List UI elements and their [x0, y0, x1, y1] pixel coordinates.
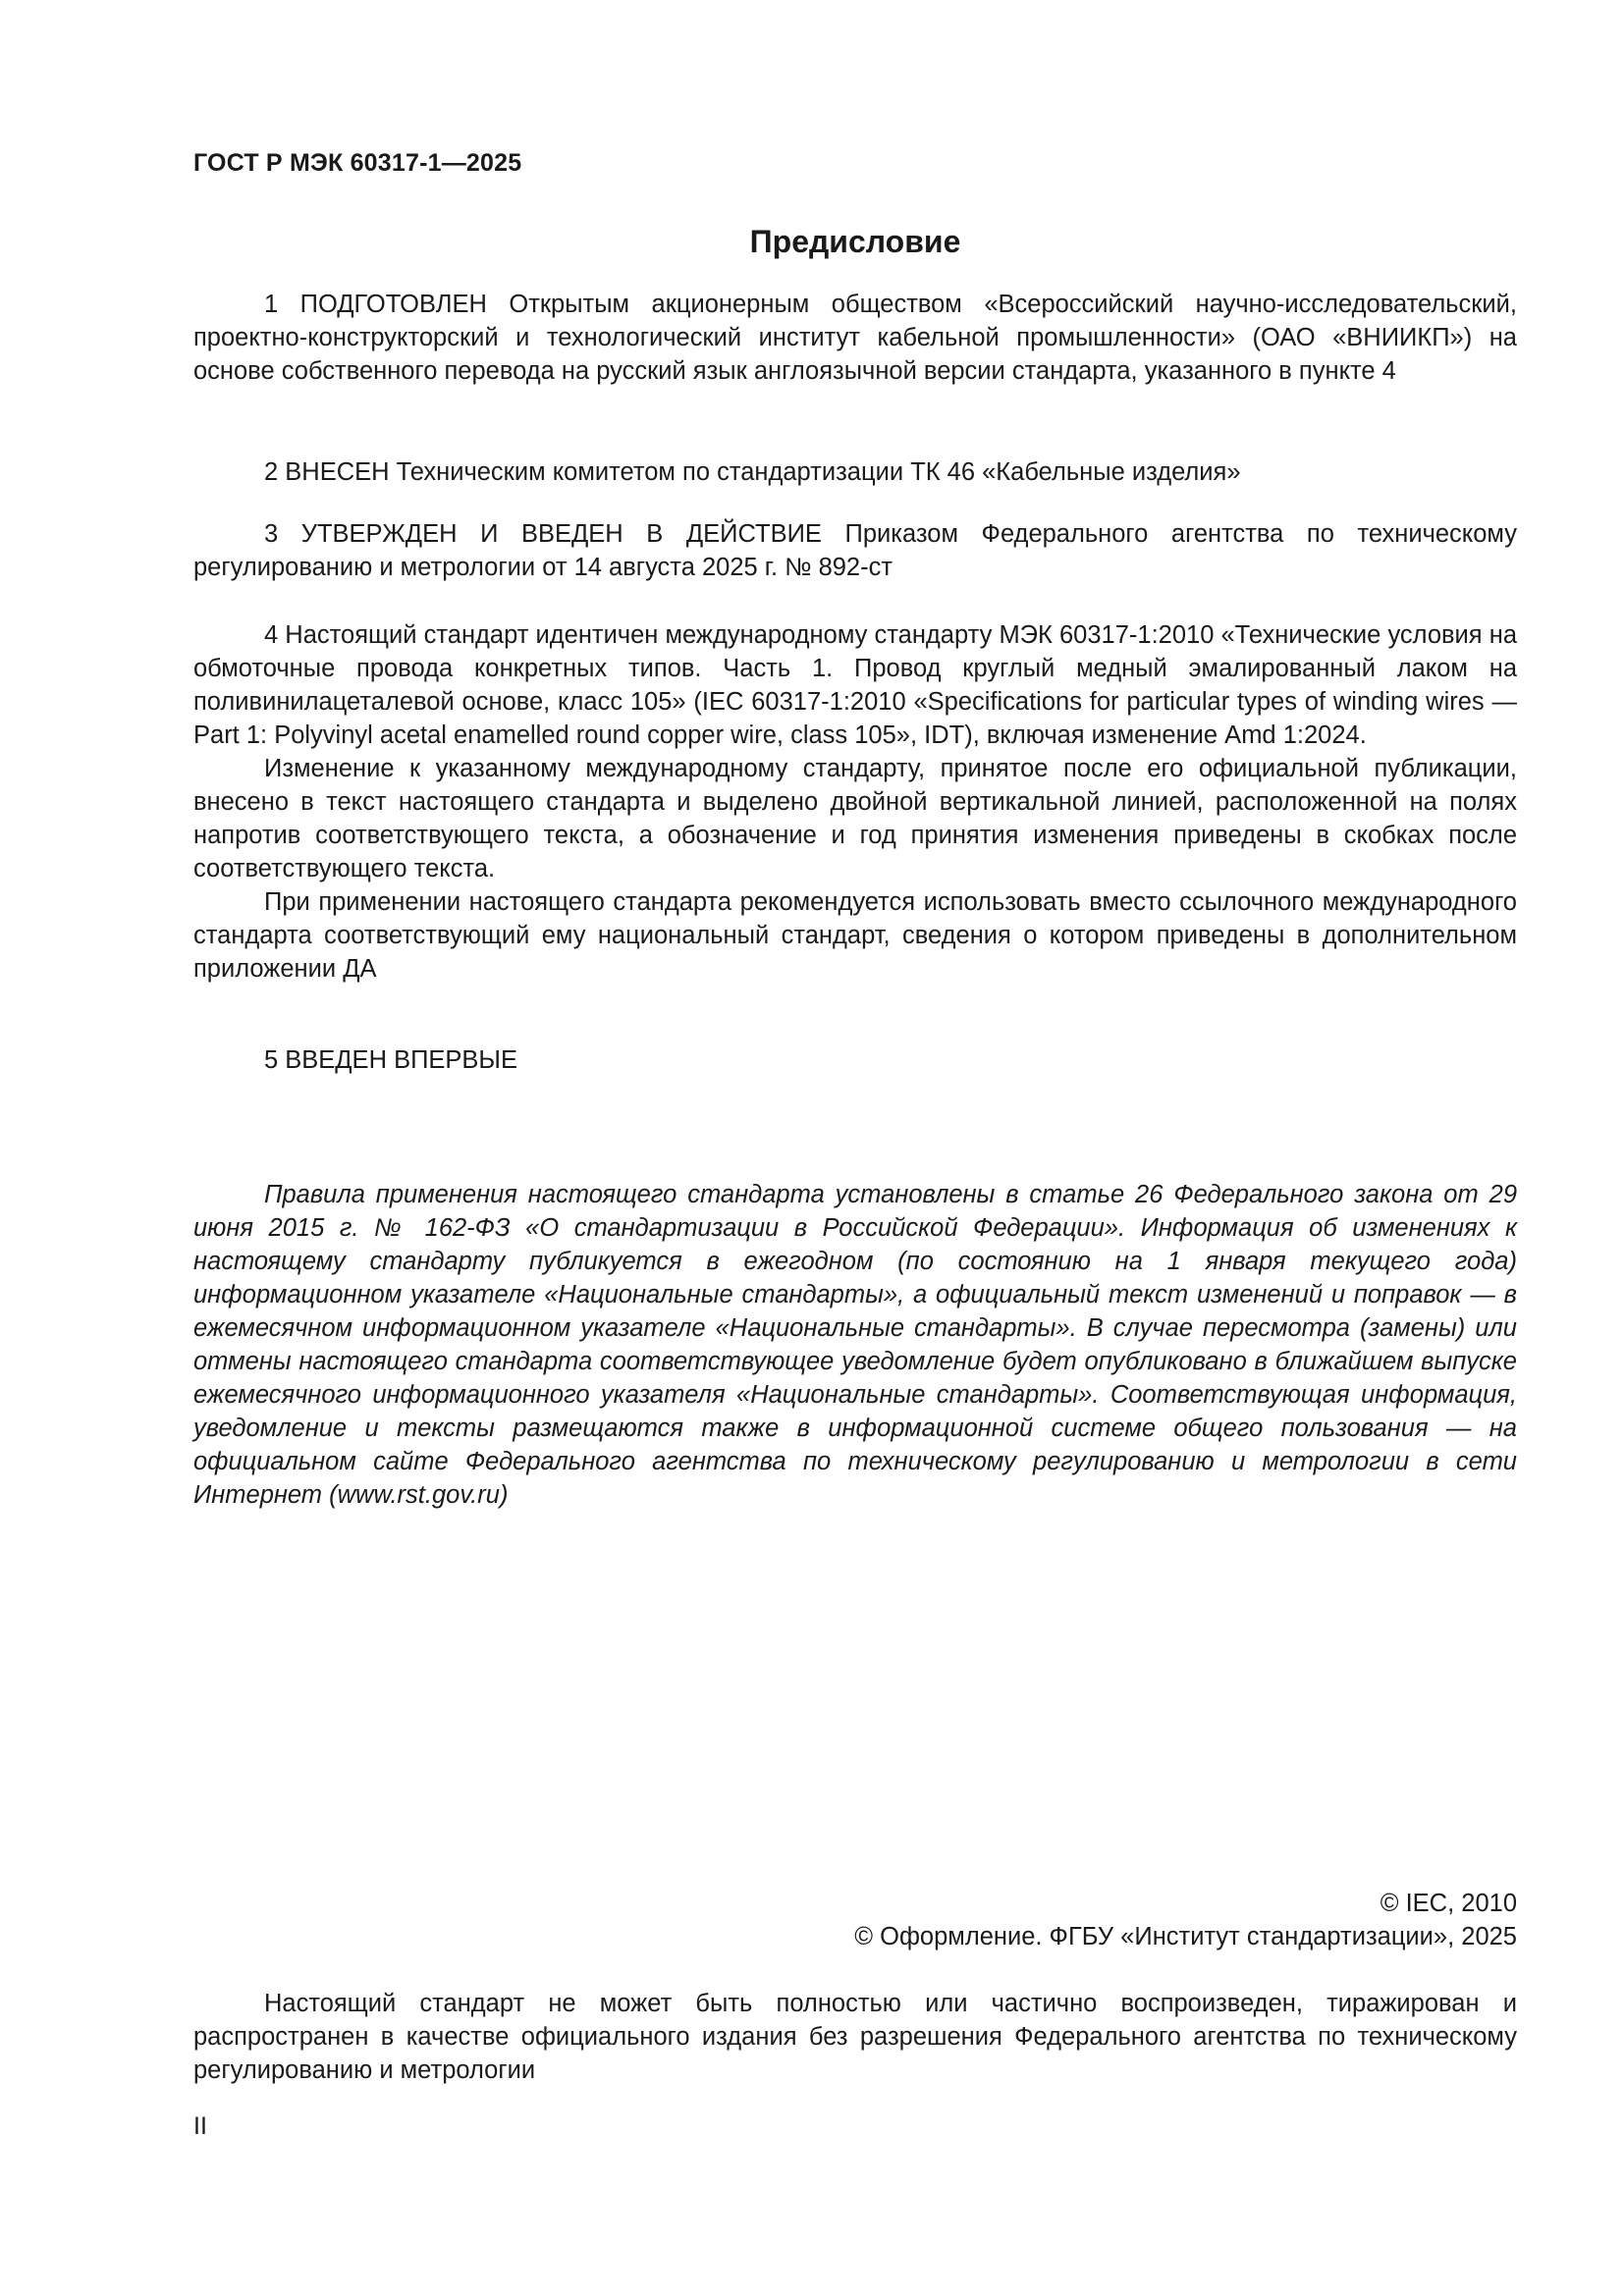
- paragraph-introduced-by: 2 ВНЕСЕН Техническим комитетом по стандартизации ТК 46 «Кабельные изделия»: [264, 458, 1241, 486]
- rules-notice: [193, 1178, 1517, 1512]
- foreword-item-3: [193, 517, 1517, 584]
- paragraph-first-introduced: 5 ВВЕДЕН ВПЕРВЫЕ: [264, 1046, 518, 1074]
- copyright-design: © Оформление. ФГБУ «Институт стандартизации», 2025: [854, 1923, 1517, 1950]
- page-number: II: [193, 2112, 207, 2140]
- standard-code-header: ГОСТ Р МЭК 60317-1—2025: [193, 149, 522, 177]
- foreword-item-5: [193, 1043, 1517, 1077]
- paragraph-amendment: Изменение к указанному международному стандарту, принятое после его официальной публикации, внесено в текст настоящего стандарта и выделено двойной вертикальной линией, расположенной на полях напротив соответствующего текста, а обозначение и год принятия изменения приведены в скобках после соответствующего текста.: [193, 755, 1517, 882]
- rules-notice-text: Правила применения настоящего стандарта установлены в статье 26 Федерального закона от 29 июня 2015 г. № 162-ФЗ «О стандартизации в Российской Федерации». Информация об изменениях к настоящему стандарту публикуется в ежегодном (по состоянию на 1 января текущего года) информационном указателе «Национальные стандарты», а официальный текст изменений и поправок — в ежемесячном информационном указателе «Национальные стандарты». В случае пересмотра (замены) или отмены настоящего стандарта соответствующее уведомление будет опубликовано в ближайшем выпуске ежемесячного информационного указателя «Национальные стандарты». Соответствующая информация, уведомление и тексты размещаются также в информационной системе общего пользования — на официальном сайте Федерального агентства по техническому регулированию и метрологии в сети Интернет (www.rst.gov.ru): [193, 1181, 1517, 1509]
- foreword-item-4: [193, 618, 1517, 986]
- copyright-block: [854, 1887, 1517, 1953]
- page-title: Предисловие: [749, 224, 961, 259]
- paragraph-identical-standard: 4 Настоящий стандарт идентичен международному стандарту МЭК 60317-1:2010 «Технические условия на обмоточные провода конкретных типов. Часть 1. Провод круглый медный эмалированный лаком на поливинилацеталевой основе, класс 105» (IEC 60317-1:2010 «Specifications for particular types of winding wires — Part 1: Polyvinyl acetal enamelled round copper wire, class 105», IDT), включая изменение Amd 1:2024.: [193, 621, 1517, 749]
- paragraph-prepared-by: 1 ПОДГОТОВЛЕН Открытым акционерным обществом «Всероссийский научно-исследовательский, проектно-конструкторский и технологический институт кабельной промышленности» (ОАО «ВНИИКП») на основе собственного перевода на русский язык англоязычной версии стандарта, указанного в пункте 4: [193, 291, 1517, 385]
- foreword-item-1: [193, 288, 1517, 388]
- copyright-iec: © IEC, 2010: [1380, 1890, 1517, 1917]
- reproduction-notice-text: Настоящий стандарт не может быть полностью или частично воспроизведен, тиражирован и распространен в качестве официального издания без разрешения Федерального агентства по техническому регулированию и метрологии: [193, 1990, 1517, 2084]
- paragraph-approved: 3 УТВЕРЖДЕН И ВВЕДЕН В ДЕЙСТВИЕ Приказом Федерального агентства по техническому регулированию и метрологии от 14 августа 2025 г. № 892-ст: [193, 520, 1517, 581]
- reproduction-notice: [193, 1987, 1517, 2087]
- paragraph-reference-standard: При применении настоящего стандарта рекомендуется использовать вместо ссылочного международного стандарта соответствующий ему национальный стандарт, сведения о котором приведены в дополнительном приложении ДА: [193, 888, 1517, 983]
- foreword-item-2: [193, 455, 1517, 489]
